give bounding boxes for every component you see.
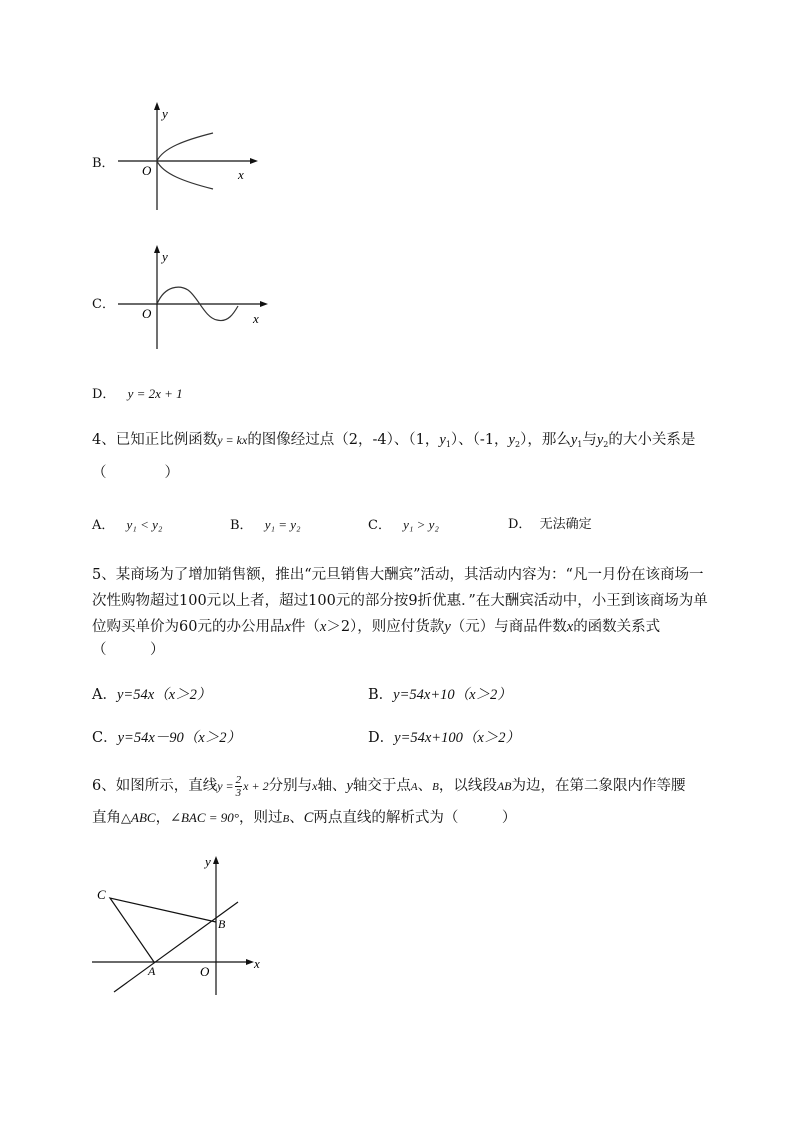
- q6-stem-line2: [92, 808, 516, 829]
- q5-option-d[interactable]: [368, 728, 520, 748]
- q5-stem-line2: 次性购物超过100元以上者，超过100元的部分按9折优惠．”在大酬宾活动中，小王到该商场为单: [92, 593, 708, 609]
- q3-option-c-graph: [110, 243, 270, 353]
- q6-point-a: A: [410, 781, 418, 793]
- q4-formula: y = kx: [217, 433, 248, 447]
- q4-stem: [92, 430, 695, 455]
- q5-option-b-label: B．: [368, 687, 394, 703]
- q6-triangle: △ABC: [121, 810, 156, 825]
- q4-text-mid2: ）、（-1，: [450, 432, 509, 448]
- q3-option-d[interactable]: [92, 383, 183, 402]
- q4-y2-b-sub: 2: [603, 440, 609, 449]
- q4-text-mid4: 与: [582, 432, 597, 448]
- q6-text-l2a: 直角: [92, 810, 121, 826]
- q4-text-suffix: 的大小关系是: [608, 432, 696, 448]
- q6-text-d: 轴、: [317, 778, 347, 794]
- q4-y1-b: y: [570, 432, 578, 448]
- q3-option-b-label[interactable]: B．: [92, 156, 115, 171]
- q6-var-x: x: [312, 779, 318, 793]
- q6-text-g: 为边，在第二象限内作等腰: [511, 778, 686, 794]
- q6-fraction: [235, 774, 243, 799]
- q3-option-d-formula: y = 2x + 1: [127, 386, 183, 401]
- q6-text-c: 分别与: [268, 778, 313, 794]
- q5-text-a: 位购买单价为60元的办公用品: [92, 619, 285, 635]
- x-axis-arrow: [246, 959, 254, 965]
- q3-option-d-label: D．: [92, 387, 116, 402]
- q6-var-y: y: [346, 778, 353, 794]
- q3-option-b-graph: [110, 100, 260, 215]
- y-axis-arrow: [154, 102, 160, 110]
- x-axis-label: x: [253, 311, 259, 326]
- q6-formula-rest: x + 2: [243, 779, 269, 793]
- q4-y2-sub: 2: [514, 440, 521, 449]
- x-axis-label: x: [238, 167, 244, 182]
- q4-y1: y: [439, 432, 446, 448]
- q4-text-mid3: ），那么: [520, 432, 571, 448]
- q5-text-d: （元）与商品件数: [450, 619, 567, 635]
- x-axis-arrow: [260, 301, 268, 307]
- q5-stem-line3: [92, 617, 660, 637]
- q4-option-a-label: A．: [92, 518, 115, 533]
- q6-point-b2: B: [282, 813, 290, 825]
- q5-option-a[interactable]: [92, 685, 211, 705]
- q5-text-e: 的函数关系式: [573, 619, 661, 635]
- fig-x-label: x: [254, 956, 260, 971]
- q4-option-a-text: y₁ < y₂: [126, 517, 163, 532]
- q5-var-x3: x: [566, 619, 574, 635]
- q6-text-a: 6、如图所示，直线: [92, 778, 218, 794]
- q6-stem-line1: [92, 773, 686, 800]
- q4-option-c[interactable]: [368, 515, 439, 536]
- q6-segment-ab: AB: [496, 779, 512, 793]
- q4-y1-b-sub: 1: [577, 440, 583, 449]
- q6-formula-y: y =: [217, 779, 234, 793]
- q6-angle: ∠BAC = 90°: [170, 810, 239, 825]
- q6-text-e: 轴交于点: [352, 778, 411, 794]
- origin-label: O: [142, 163, 152, 178]
- q5-option-a-label: A．: [92, 687, 117, 703]
- fig-point-a: A: [148, 964, 156, 978]
- q5-answer-paren: （ ）: [92, 642, 165, 658]
- q4-option-c-text: y₁ > y₂: [403, 517, 439, 532]
- fig-point-c: C: [97, 887, 106, 902]
- q6-frac-num: 2: [235, 773, 242, 786]
- x-axis-arrow: [250, 158, 258, 164]
- q5-var-x: x: [284, 619, 291, 635]
- q5-var-y: y: [444, 619, 451, 635]
- fig-point-b: B: [218, 917, 226, 931]
- y-axis-label: y: [162, 249, 168, 264]
- q4-text-mid1: 的图像经过点（2，-4）、（1，: [247, 432, 440, 448]
- q5-option-c-text: y=54x－90（x＞2）: [117, 730, 241, 746]
- q6-sep: 、: [417, 778, 433, 794]
- q6-text-f: ，以线段: [438, 778, 497, 794]
- origin-label: O: [142, 306, 152, 321]
- q6-text-l2c: ，则过: [238, 810, 283, 826]
- q4-answer-paren: （ ）: [92, 465, 179, 481]
- y-axis-arrow: [154, 245, 160, 253]
- q6-point-c: C: [303, 810, 314, 826]
- q4-option-a[interactable]: [92, 515, 162, 536]
- upper-branch: [157, 133, 213, 161]
- q3-option-c-label[interactable]: C．: [92, 297, 115, 312]
- q4-option-c-label: C．: [368, 518, 391, 533]
- fig-y-label: y: [205, 854, 211, 869]
- q5-option-a-text: y=54x（x＞2）: [116, 687, 212, 703]
- q5-text-c: ＞2），则应付货款: [326, 619, 445, 635]
- line-ab: [114, 902, 238, 992]
- lower-branch: [157, 161, 213, 189]
- q5-text-b: 件（: [290, 619, 320, 635]
- q4-option-d-text: 无法确定: [539, 517, 592, 532]
- q4-option-b-label: B．: [230, 518, 253, 533]
- q5-option-c-label: C．: [92, 730, 118, 746]
- q5-option-d-label: D．: [368, 730, 395, 746]
- q5-option-d-text: y=54x+100（x＞2）: [394, 730, 521, 746]
- q4-y1-sub: 1: [445, 440, 451, 449]
- y-axis-arrow: [213, 856, 219, 864]
- q6-text-l2d: 、: [289, 810, 304, 826]
- q4-option-d-label: D．: [508, 517, 532, 532]
- fig-origin: O: [200, 964, 210, 979]
- q4-y2: y: [508, 432, 515, 448]
- q4-option-d[interactable]: [508, 515, 592, 535]
- q5-option-c[interactable]: [92, 728, 241, 748]
- q6-text-l2e: 两点直线的解析式为（ ）: [313, 810, 517, 826]
- q6-figure: [88, 850, 268, 1000]
- q4-text-prefix: 4、已知正比例函数: [92, 432, 218, 448]
- q5-stem-line1: 5、某商场为了增加销售额，推出“元旦销售大酬宾”活动，其活动内容为：“凡一月份在该商场一: [92, 567, 704, 583]
- q4-y2-b: y: [596, 432, 604, 448]
- q5-var-x2: x: [319, 619, 327, 635]
- y-axis-label: y: [162, 106, 168, 121]
- q6-frac-den: 3: [235, 786, 242, 799]
- q4-option-b-text: y₁ = y₂: [264, 517, 301, 532]
- q6-point-b: B: [432, 781, 439, 793]
- q4-option-b[interactable]: [230, 515, 301, 536]
- q6-text-l2b: ，: [155, 810, 171, 826]
- q5-option-b-text: y=54x+10（x＞2）: [393, 687, 512, 703]
- q5-option-b[interactable]: [368, 685, 512, 705]
